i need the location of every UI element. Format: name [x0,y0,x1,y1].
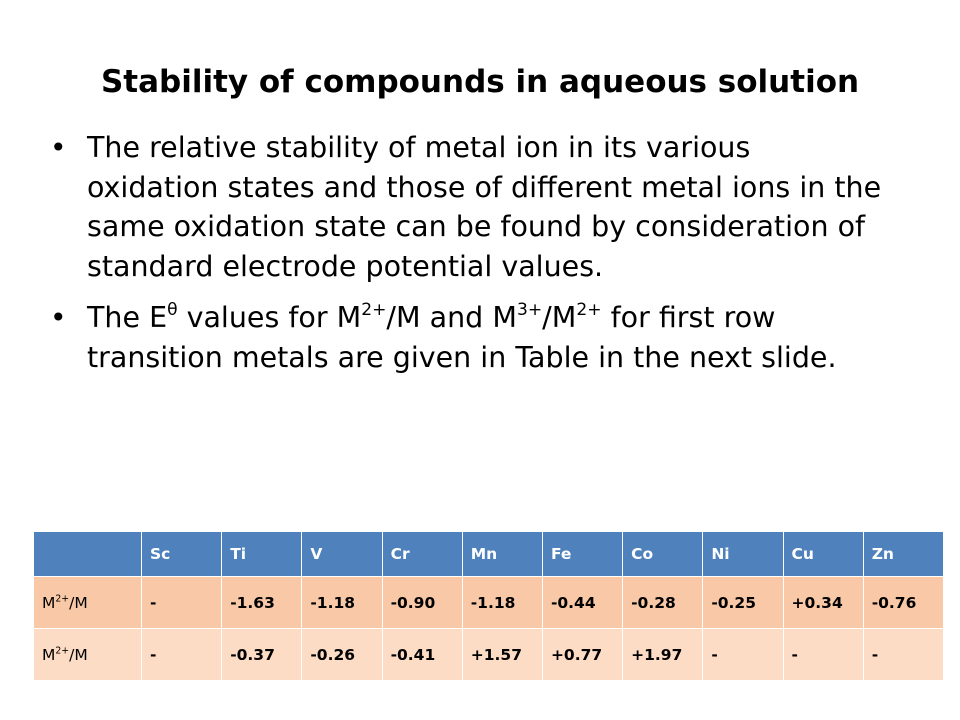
table-cell: +0.34 [783,577,863,629]
bullet-dot-icon: • [50,301,67,334]
table-header-cell: Co [623,532,703,577]
bullet-item-1 [50,128,890,286]
table-cell: +1.57 [462,629,542,681]
table-cell: - [142,577,222,629]
table-cell: -0.37 [222,629,302,681]
slide-title: Stability of compounds in aqueous solution [100,64,860,100]
table-cell: -0.25 [703,577,783,629]
table-cell: -0.44 [542,577,622,629]
table-header-cell: Cu [783,532,863,577]
table-cell: -1.18 [462,577,542,629]
table-cell: - [703,629,783,681]
table-cell: -1.18 [302,577,382,629]
bullet-text-2: The $E^\theta$ values for $M^{2+}/M$ and $M^{3+}/M^{2+}$ for first row transition metals are given in Table in the next slide. [87,300,837,374]
table-header-cell: Ni [703,532,783,577]
table-header-row [34,532,944,577]
table-row [34,629,944,681]
table-header-cell: Fe [542,532,622,577]
electrode-potential-table [33,531,944,681]
table-cell: -1.63 [222,577,302,629]
table-header-cell: Zn [863,532,943,577]
bullet-item-2 [50,298,890,377]
table-header-cell: Ti [222,532,302,577]
bullet-text-1: The relative stability of metal ion in its various oxidation states and those of different metal ions in the same oxidation state can be found by consideration of standard electrode potential values. [87,131,882,283]
table-header-cell: Sc [142,532,222,577]
theta-superscript: θ [167,300,178,321]
table-cell: - [863,629,943,681]
table-cell: +0.77 [542,629,622,681]
table-cell: -0.28 [623,577,703,629]
table-header-cell [34,532,142,577]
bullet-dot-icon: • [50,131,67,164]
bullet-list [50,128,890,389]
table-row [34,577,944,629]
table-cell: -0.26 [302,629,382,681]
table-cell: -0.41 [382,629,462,681]
table-cell: +1.97 [623,629,703,681]
table-header-cell: Mn [462,532,542,577]
table-cell: - [783,629,863,681]
row-label: $M^{2+}/M$ [34,629,142,681]
table-cell: -0.90 [382,577,462,629]
table-header-cell: V [302,532,382,577]
table-cell: -0.76 [863,577,943,629]
table-cell: - [142,629,222,681]
row-label: $M^{2+}/M$ [34,577,142,629]
table-header-cell: Cr [382,532,462,577]
